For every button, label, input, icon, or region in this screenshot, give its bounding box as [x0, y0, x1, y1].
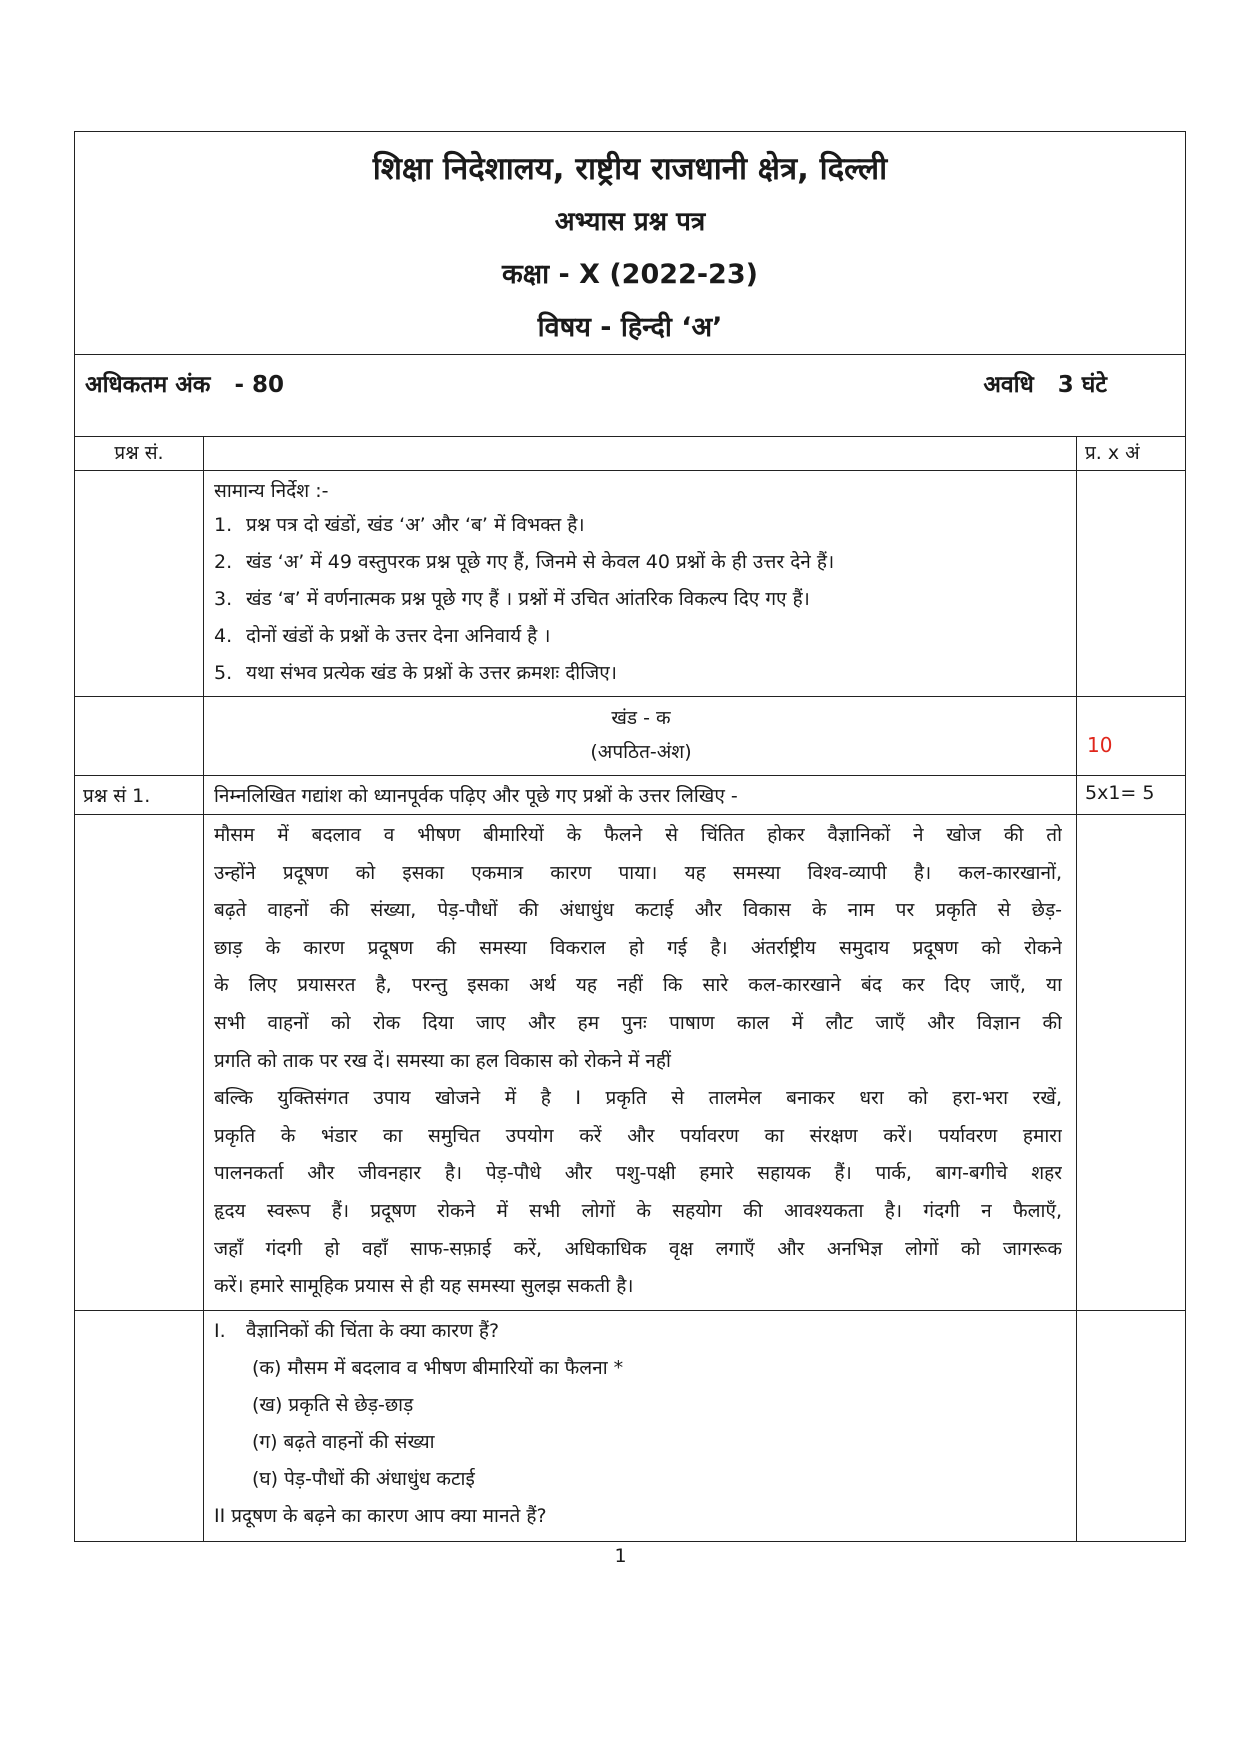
instruction-item: 3. खंड ‘ब’ में वर्णनात्मक प्रश्न पूछे गए हैं । प्रश्नों में उचित आंतरिक विकल्प दिए गए हैं।	[214, 588, 810, 610]
passage-row	[75, 815, 1186, 1311]
option-kha: (ख) प्रकृति से छेड़-छाड़	[252, 1393, 414, 1416]
option-ga: (ग) बढ़ते वाहनों की संख्या	[252, 1430, 435, 1453]
q1-row	[75, 776, 1186, 815]
passage-line: छाड़ के कारण प्रदूषण की समस्या विकराल हो गई है। अंतर्राष्ट्रीय समुदाय प्रदूषण को रोकने	[214, 936, 1062, 959]
passage-line: बढ़ते वाहनों की संख्या, पेड़-पौधों की अंधाधुंध कटाई और विकास के नाम पर प्रकृति से छेड़-	[214, 899, 1062, 922]
passage-line: मौसम में बदलाव व भीषण बीमारियों के फैलने से चिंतित होकर वैज्ञानिकों ने खोज की तो	[214, 824, 1062, 846]
option-ka: (क) मौसम में बदलाव व भीषण बीमारियों का फैलना *	[252, 1356, 624, 1379]
q1-instruction: निम्नलिखित गद्यांश को ध्यानपूर्वक पढ़िए और पूछे गए प्रश्नों के उत्तर लिखिए -	[204, 776, 1077, 815]
col-marks: प्र. x अं	[1077, 437, 1186, 471]
page-number: 1	[614, 1545, 627, 1567]
question-1: I. वैज्ञानिकों की चिंता के क्या कारण हैं?	[214, 1319, 500, 1342]
reading-passage	[204, 815, 1077, 1311]
col-content	[204, 437, 1077, 471]
question-paper	[74, 131, 1186, 1542]
passage-line: जहाँ गंदगी हो वहाँ साफ-सफ़ाई करें, अधिकाधिक वृक्ष लगाएँ और अनभिज्ञ लोगों को जागरूक	[214, 1237, 1062, 1260]
subject: विषय - हिन्दी ‘अ’	[537, 312, 723, 343]
instructions-row	[75, 471, 1186, 697]
question-2: II प्रदूषण के बढ़ने का कारण आप क्या मानते हैं?	[214, 1504, 547, 1527]
passage-line: करें। हमारे सामूहिक प्रयास से ही यह समस्या सुलझ सकती है।	[214, 1275, 634, 1298]
passage-line: पालनकर्ता और जीवनहार है। पेड़-पौधे और पशु-पक्षी हमारे सहायक हैं। पार्क, बाग-बगीचे शहर	[214, 1162, 1062, 1185]
section-marks: 10	[1077, 697, 1186, 776]
q1-label: प्रश्न सं 1.	[75, 776, 204, 815]
passage-line: प्रकृति के भंडार का समुचित उपयोग करें और पर्यावरण का संरक्षण करें। पर्यावरण हमारा	[214, 1124, 1062, 1147]
passage-line: बल्कि युक्तिसंगत उपाय खोजने में है I प्रकृति से तालमेल बनाकर धरा को हरा-भरा रखें,	[214, 1087, 1062, 1110]
instruction-item: 5. यथा संभव प्रत्येक खंड के प्रश्नों के उत्तर क्रमशः दीजिए।	[214, 662, 617, 684]
passage-line: सभी वाहनों को रोक दिया जाए और हम पुनः पाषाण काल में लौट जाएँ और विज्ञान की	[214, 1011, 1062, 1034]
section-title: खंड - क	[611, 707, 671, 729]
general-instructions	[204, 471, 1077, 697]
option-gha: (घ) पेड़-पौधों की अंधाधुंध कटाई	[252, 1467, 475, 1490]
paper-type: अभ्यास प्रश्न पत्र	[554, 207, 706, 237]
section-subtitle: (अपठित-अंश)	[590, 741, 692, 763]
duration: अवधि 3 घंटे	[983, 372, 1107, 398]
passage-line: हृदय स्वरूप हैं। प्रदूषण रोकने में सभी लोगों के सहयोग की आवश्यकता है। गंदगी न फैलाएँ,	[214, 1199, 1062, 1222]
class-year: कक्षा - X (2022-23)	[502, 259, 758, 290]
paper-header	[74, 131, 1186, 354]
passage-line: प्रगति को ताक पर रख दें। समस्या का हल विकास को रोकने में नहीं	[214, 1049, 671, 1072]
col-question-number: प्रश्न सं.	[75, 437, 204, 471]
directorate-title: शिक्षा निदेशालय, राष्ट्रीय राजधानी क्षेत्र, दिल्ली	[372, 151, 888, 187]
table-header-row	[75, 437, 1186, 471]
max-marks: अधिकतम अंक - 80	[85, 372, 285, 398]
section-heading	[204, 697, 1077, 776]
passage-line: के लिए प्रयासरत है, परन्तु इसका अर्थ यह नहीं कि सारे कल-कारखाने बंद कर दिए जाएँ, या	[214, 974, 1062, 997]
instruction-item: 1. प्रश्न पत्र दो खंडों, खंड ‘अ’ और ‘ब’ में विभक्त है।	[214, 514, 585, 536]
passage-line: उन्होंने प्रदूषण को इसका एकमात्र कारण पाया। यह समस्या विश्व-व्यापी है। कल-कारखानों,	[214, 861, 1062, 884]
q1-marks: 5x1= 5	[1077, 776, 1186, 815]
instructions-title: सामान्य निर्देश :-	[214, 480, 329, 502]
section-row	[75, 697, 1186, 776]
marks-duration-row	[74, 354, 1186, 436]
instruction-item: 2. खंड ‘अ’ में 49 वस्तुपरक प्रश्न पूछे गए हैं, जिनमे से केवल 40 प्रश्नों के ही उत्तर देने हैं।	[214, 551, 835, 573]
mcq-block	[204, 1310, 1077, 1541]
question-table	[74, 436, 1186, 1542]
instruction-item: 4. दोनों खंडों के प्रश्नों के उत्तर देना अनिवार्य है ।	[214, 625, 551, 647]
questions-row	[75, 1310, 1186, 1541]
